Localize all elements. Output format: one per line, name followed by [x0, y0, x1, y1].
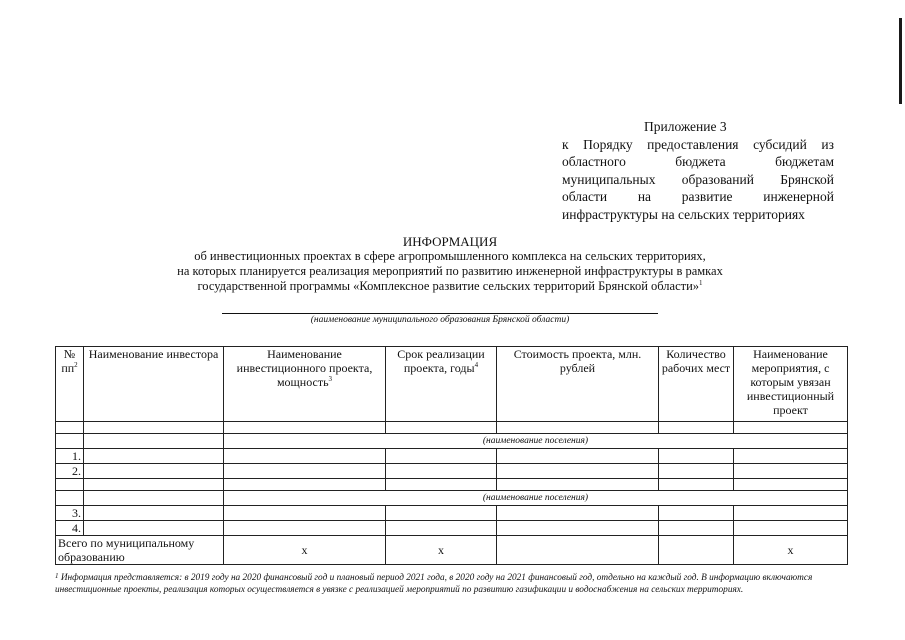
- heading-line-2: на которых планируется реализация мероприятий по развитию инженерной инфраструктуры в рамках: [177, 264, 723, 278]
- table-row: [56, 506, 848, 521]
- municipality-fill-line: [222, 313, 658, 314]
- appendix-text: [562, 136, 834, 224]
- header-cost: Стоимость проекта, млн. рублей: [497, 347, 659, 422]
- heading-line-1: об инвестиционных проектах в сфере агропромышленного комплекса на сельских территориях,: [194, 249, 706, 263]
- row-number: 2.: [56, 464, 84, 479]
- header-measure: Наименование мероприятия, с которым увязан инвестиционный проект: [734, 347, 848, 422]
- document-heading: [140, 234, 760, 294]
- appendix-line: муниципальных образований Брянской: [562, 171, 834, 187]
- table-row: [56, 479, 848, 491]
- total-mark: х: [224, 536, 386, 565]
- total-mark: х: [734, 536, 848, 565]
- appendix-line: инфраструктуры на сельских территориях: [562, 206, 805, 222]
- settlement-row: [56, 434, 848, 449]
- municipality-caption: (наименование муниципального образования Брянской области): [310, 315, 570, 325]
- appendix-line: областного бюджета бюджетам: [562, 154, 834, 170]
- document-title: ИНФОРМАЦИЯ: [402, 234, 498, 249]
- total-mark: х: [386, 536, 497, 565]
- table-row: [56, 422, 848, 434]
- row-number: 1.: [56, 449, 84, 464]
- header-number: № $пп^2$: [56, 347, 84, 422]
- header-investor: Наименование инвестора: [84, 347, 224, 422]
- footnote-ref: 1: [699, 279, 703, 287]
- row-number: 3.: [56, 506, 84, 521]
- header-jobs: Количество рабочих мест: [659, 347, 734, 422]
- table-row: [56, 464, 848, 479]
- footnote-text: Информация представляется: в 2019 году на 2020 финансовый год и плановый период 2021 года, в 2020 году на 2021 финансовый год, отдельно на каждый год. В информацию включаются инвестиционные проекты, реализация которых осуществляется в увязке с реализацией мероприятий по развитию газификации и водоснабжения на сельских территориях.: [55, 573, 813, 596]
- investment-projects-table: [55, 346, 848, 565]
- row-number: 4.: [56, 521, 84, 536]
- header-period: Срок реализации проекта, годы$^4$: [386, 347, 497, 422]
- appendix-line: области на развитие инженерной: [562, 189, 834, 205]
- table-row: [56, 449, 848, 464]
- footnote-marker: 1: [55, 572, 59, 580]
- heading-line-3: [140, 279, 760, 294]
- total-row: [56, 536, 848, 565]
- appendix-title: Приложение 3: [644, 119, 727, 134]
- header-project-name: Наименование инвестиционного проекта, мощность$^3$: [224, 347, 386, 422]
- appendix-line: к Порядку предоставления субсидий из: [562, 136, 834, 152]
- appendix-block: [562, 118, 834, 224]
- table-row: [56, 521, 848, 536]
- scan-edge-mark: [899, 18, 902, 104]
- footnote: [55, 572, 850, 597]
- settlement-caption: (наименование поселения): [224, 434, 848, 449]
- settlement-caption: (наименование поселения): [224, 491, 848, 506]
- table-header-row: [56, 347, 848, 422]
- heading-line-3-text: государственной программы «Комплексное развитие сельских территорий Брянской области»: [197, 279, 700, 293]
- total-label: Всего по муниципальному образованию: [56, 536, 224, 565]
- settlement-row: [56, 491, 848, 506]
